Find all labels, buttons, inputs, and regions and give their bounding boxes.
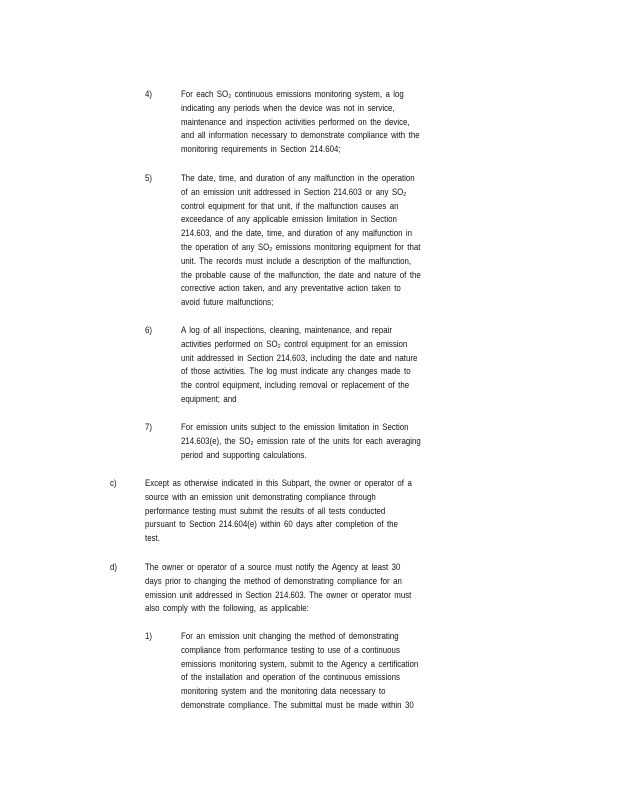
item-marker: 7) bbox=[145, 421, 153, 432]
text-line: performance testing must submit the results of all tests conducted bbox=[145, 504, 386, 516]
text-line: avoid future malfunctions; bbox=[181, 296, 274, 308]
text-line: indicating any periods when the device was not in service, bbox=[181, 101, 395, 113]
text-line: emission unit addressed in Section 214.603. The owner or operator must bbox=[145, 588, 412, 600]
text-line: the control equipment, including removal or replacement of the bbox=[181, 379, 410, 391]
text-line: For each SO₂ continuous emissions monitoring system, a log bbox=[181, 88, 404, 99]
text-line: exceedance of any applicable emission limitation in Section bbox=[181, 213, 397, 225]
text-line: pursuant to Section 214.604(e) within 60 days after completion of the bbox=[145, 518, 398, 530]
item-marker: 4) bbox=[145, 88, 153, 99]
text-line: Except as otherwise indicated in this Subpart, the owner or operator of a bbox=[145, 477, 412, 488]
text-line: unit. The records must include a description of the malfunction, bbox=[181, 254, 412, 266]
text-line: 214.603(e), the SO₂ emission rate of the units for each averaging bbox=[181, 434, 421, 446]
item-marker: 5) bbox=[145, 172, 153, 183]
text-line: the probable cause of the malfunction, the date and nature of the bbox=[181, 268, 421, 280]
item-text bbox=[181, 629, 463, 712]
text-line: period and supporting calculations. bbox=[181, 448, 307, 460]
text-line: equipment; and bbox=[181, 392, 237, 404]
text-line: emissions monitoring system, submit to the Agency a certification bbox=[181, 657, 419, 669]
text-line: and all information necessary to demonstrate compliance with the bbox=[181, 129, 420, 141]
text-line: source with an emission unit demonstrating compliance through bbox=[145, 490, 376, 502]
item-text bbox=[181, 171, 466, 309]
text-line: 214.603, and the date, time, and duration of any malfunction in bbox=[181, 227, 413, 239]
text-line: days prior to changing the method of demonstrating compliance for an bbox=[145, 574, 402, 586]
text-line: The date, time, and duration of any malfunction in the operation bbox=[181, 172, 415, 183]
paragraph-marker: d) bbox=[110, 561, 118, 572]
text-line: For an emission unit changing the method of demonstrating bbox=[181, 630, 399, 641]
paragraph-marker: c) bbox=[110, 477, 117, 488]
text-line: corrective action taken, and any preventative action taken to bbox=[181, 282, 401, 294]
paragraph-text bbox=[145, 560, 462, 615]
item-text bbox=[181, 323, 462, 406]
text-line: the operation of any SO₂ emissions monitoring equipment for that bbox=[181, 240, 421, 252]
text-line: monitoring requirements in Section 214.604; bbox=[181, 143, 341, 155]
item-marker: 6) bbox=[145, 324, 153, 335]
text-line: monitoring system and the monitoring data necessary to bbox=[181, 685, 386, 697]
text-line: of an emission unit addressed in Section 214.603 or any SO₂ bbox=[181, 185, 407, 197]
text-line: For emission units subject to the emission limitation in Section bbox=[181, 421, 409, 432]
item-text bbox=[181, 87, 465, 156]
item-text bbox=[181, 420, 466, 461]
text-line: of the installation and operation of the continuous emissions bbox=[181, 671, 400, 683]
text-line: of those activities. The log must indicate any changes made to bbox=[181, 365, 411, 377]
text-line: test. bbox=[145, 532, 160, 544]
text-line: also comply with the following, as applicable: bbox=[145, 602, 309, 614]
text-line: maintenance and inspection activities performed on the device, bbox=[181, 115, 410, 127]
text-line: control equipment for that unit, if the malfunction causes an bbox=[181, 199, 399, 211]
text-line: compliance from performance testing to use of a continuous bbox=[181, 643, 400, 655]
text-line: A log of all inspections, cleaning, maintenance, and repair bbox=[181, 324, 393, 335]
text-line: activities performed on SO₂ control equipment for an emission bbox=[181, 337, 408, 349]
text-line: The owner or operator of a source must notify the Agency at least 30 bbox=[145, 561, 401, 572]
paragraph-text bbox=[145, 476, 463, 545]
item-marker: 1) bbox=[145, 630, 153, 641]
text-line: unit addressed in Section 214.603, including the date and nature bbox=[181, 351, 418, 363]
text-line: demonstrate compliance. The submittal must be made within 30 bbox=[181, 698, 414, 710]
